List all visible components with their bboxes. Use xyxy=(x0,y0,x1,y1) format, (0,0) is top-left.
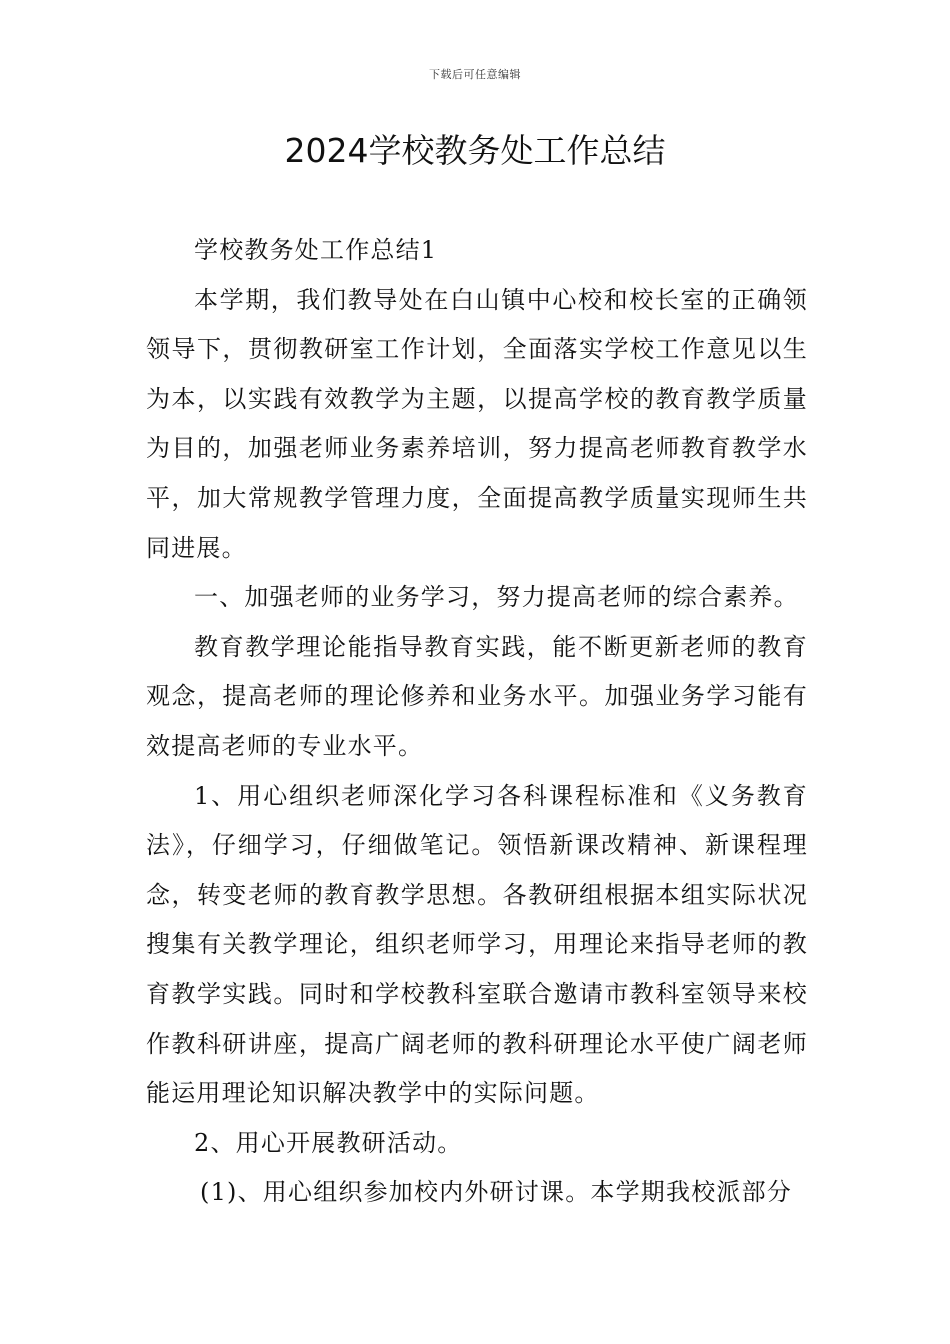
paragraph: 教育教学理论能指导教育实践，能不断更新老师的教育观念，提高老师的理论修养和业务水平。加强业务学习能有效提高老师的专业水平。 xyxy=(146,632,808,760)
document-body xyxy=(146,226,808,1218)
paragraph: (1)、用心组织参加校内外研讨课。本学期我校派部分 xyxy=(200,1178,792,1207)
page-title: 2024学校教务处工作总结 xyxy=(284,131,666,170)
section-heading: 一、加强老师的业务学习，努力提高老师的综合素养。 xyxy=(194,583,799,612)
paragraph: 本学期，我们教导处在白山镇中心校和校长室的正确领领导下，贯彻教研室工作计划，全面落实学校工作意见以生为本，以实践有效教学为主题，以提高学校的教育教学质量为目的，加强老师业务素养培训，努力提高老师教育教学水平，加大常规教学管理力度，全面提高教学质量实现师生共同进展。 xyxy=(146,285,808,562)
section-heading: 学校教务处工作总结1 xyxy=(194,236,438,264)
paragraph: 2、用心开展教研活动。 xyxy=(194,1128,463,1157)
paragraph: 1、用心组织老师深化学习各科课程标准和《义务教育法》，仔细学习，仔细做笔记。领悟新课改精神、新课程理念，转变老师的教育教学思想。各教研组根据本组实际状况搜集有关教学理论，组织老师学习，用理论来指导老师的教育教学实践。同时和学校教科室联合邀请市教科室领导来校作教科研讲座，提高广阔老师的教科研理论水平使广阔老师能运用理论知识解决教学中的实际问题。 xyxy=(146,781,808,1108)
header-note: 下载后可任意编辑 xyxy=(429,68,521,81)
